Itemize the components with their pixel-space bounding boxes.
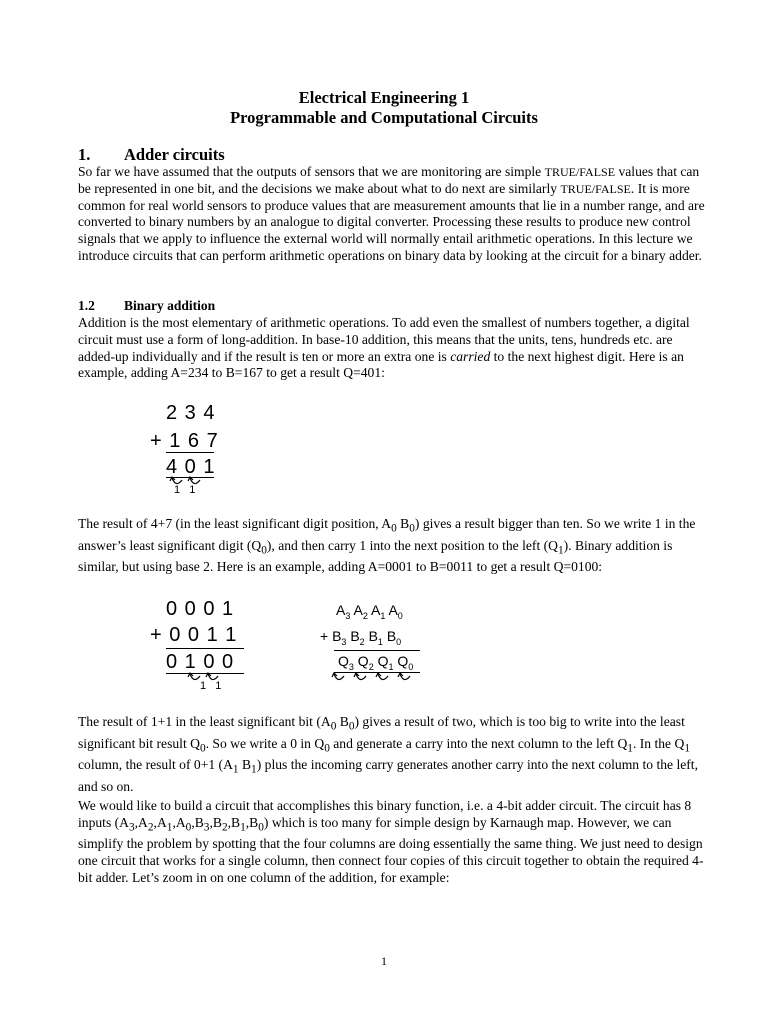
addend-b: + 1 6 7 xyxy=(150,430,219,452)
subscript: 0 xyxy=(199,742,206,755)
text-run: B xyxy=(238,757,252,773)
section-title: Binary addition xyxy=(124,298,216,313)
text-run: B xyxy=(396,516,410,531)
subscript: 1 xyxy=(232,763,239,776)
decimal-addition-example xyxy=(146,398,226,498)
text-run: So far we have assumed that the outputs of sensors that we are monitoring are simple xyxy=(78,164,545,179)
symbol-letter: Q xyxy=(338,653,349,669)
symbol-letter: A xyxy=(353,602,363,618)
symbol-row-a xyxy=(336,602,403,621)
symbol-letter: B xyxy=(350,628,360,644)
text-run: ,B xyxy=(227,814,241,830)
carry-digits: 1 1 xyxy=(200,680,222,692)
subscript: 0 xyxy=(330,720,337,733)
text-run: ,B xyxy=(209,814,222,830)
subscript: 2 xyxy=(221,821,228,834)
text-run: and generate a carry into the next column to the left Q xyxy=(329,735,628,751)
subscript: 0 xyxy=(261,544,267,557)
text-run: Addition is the most elementary of arithmetic operations. To add even the smallest of numbers together, a digital circuit must use a form of long-addition. In base-10 addition, this means that the units, tens, hundreds etc. are added-up individually and if the result is ten or more an extra one is xyxy=(78,315,690,364)
text-run: ) gives a result of two, which is too big to write into the least significant bit result Q xyxy=(78,714,685,751)
symbol-row-q xyxy=(338,653,413,672)
subscript: 1 xyxy=(251,763,257,776)
subscript: 2 xyxy=(147,821,154,834)
text-run: The result of 4+7 (in the least significant digit position, A xyxy=(78,516,392,531)
subscript: 1 xyxy=(557,544,564,557)
text-run: ,B xyxy=(245,814,259,830)
text-run: ) plus the incoming carry generates another carry into the next column to the left, and so on. xyxy=(78,757,698,794)
text-run: We would like to build a circuit that accomplishes this binary function, i.e. a 4-bit adder circuit. The circuit has 8 inputs (A xyxy=(78,798,692,830)
text-run: ,B xyxy=(191,814,204,830)
subscript: 0 xyxy=(258,821,264,834)
page-number: 1 xyxy=(381,954,387,968)
section-heading-1 xyxy=(78,145,225,165)
carry-arrows-icon xyxy=(330,672,422,686)
paragraph-intro xyxy=(78,164,712,265)
text-run: The result of 1+1 in the least significant bit (A xyxy=(78,714,331,729)
subscript: 0 xyxy=(324,742,330,755)
subscript: 1 xyxy=(166,821,173,834)
symbol-row-b xyxy=(320,628,401,647)
subscript: 0 xyxy=(348,720,355,733)
symbol-subscript: 0 xyxy=(396,636,402,647)
symbol-letter: B xyxy=(386,628,397,644)
carry-digits: 1 1 xyxy=(174,484,196,496)
paragraph-binary-explanation xyxy=(78,714,712,795)
symbol-letter: A xyxy=(388,602,398,618)
addend-a: 0 0 0 1 xyxy=(166,598,235,620)
symbol-letter: Q xyxy=(357,653,369,669)
sum-result: 4 0 1 xyxy=(166,456,216,478)
subscript: 0 xyxy=(391,522,397,535)
section-number: 1.2 xyxy=(78,298,95,313)
paragraph-decimal-explanation xyxy=(78,516,712,576)
subscript: 3 xyxy=(128,821,135,834)
subscript: 1 xyxy=(684,742,690,755)
text-run: . So we write a 0 in Q xyxy=(205,735,325,751)
symbol-subscript: 2 xyxy=(362,610,368,621)
sum-line xyxy=(166,452,214,453)
text-run-italic: carried xyxy=(450,348,491,364)
symbolic-addition-example xyxy=(316,598,426,690)
text-run: ,A xyxy=(172,814,186,830)
text-run: ) which is too many for simple design by Karnaugh map. However, we can simplify the problem by spotting that the four columns are doing essentially the same thing. We just need to design one circuit that works for a single column, then connect four copies of this circuit together to obtain the required 4-bit adder. Let’s zoom in on one column of the addition, for example: xyxy=(78,814,704,885)
section-number: 1. xyxy=(78,145,91,164)
symbol-letter: A xyxy=(370,602,381,618)
symbol-subscript: 3 xyxy=(341,636,347,647)
symbol-subscript: 3 xyxy=(345,610,351,621)
sum-result: 0 1 0 0 xyxy=(166,651,235,673)
document-title-line2: Programmable and Computational Circuits xyxy=(230,108,538,127)
symbol-subscript: 0 xyxy=(397,610,403,621)
paragraph-adder-circuit xyxy=(78,798,712,887)
symbol-subscript: 3 xyxy=(348,661,354,672)
addend-b: + 0 0 1 1 xyxy=(150,624,238,646)
symbol-subscript: 1 xyxy=(377,636,383,647)
addend-a: 2 3 4 xyxy=(166,402,216,424)
text-run: ,A xyxy=(153,814,167,830)
paragraph-binary-addition xyxy=(78,315,712,382)
text-run: to the next highest digit. Here is an example, adding A=234 to B=167 to get a result Q=401: xyxy=(78,348,684,381)
symbol-letter: B xyxy=(332,628,342,644)
text-run-smallcaps: TRUE/FALSE xyxy=(560,181,631,196)
symbol-letter: A xyxy=(336,602,346,618)
plus-sign: + xyxy=(320,628,329,644)
document-title-line1: Electrical Engineering 1 xyxy=(298,88,470,107)
symbol-subscript: 1 xyxy=(380,610,386,621)
text-run: ), and then carry 1 into the next position to the left (Q xyxy=(266,537,558,553)
sum-line xyxy=(334,650,420,651)
subscript: 3 xyxy=(203,821,210,834)
symbol-subscript: 0 xyxy=(408,661,414,672)
symbol-letter: B xyxy=(368,628,378,644)
text-run: ). Binary addition is similar, but using base 2. Here is an example, adding A=0001 to B=0011 to get a result Q=0100: xyxy=(78,537,673,575)
symbol-subscript: 2 xyxy=(359,636,365,647)
symbol-letter: Q xyxy=(377,653,389,669)
text-run: . It is more common for real world sensors to produce values that are measurement amounts that lie in a number range, and are converted to binary numbers by an analogue to digital converter. Processing these results to produce new control signals that we apply to influence the external world will normally entail arithmetic operations. In this lecture we introduce circuits that can perform arithmetic operations on binary data by looking at the circuit for a binary adder. xyxy=(78,180,705,263)
text-run: values that can be represented in one bit, and the decisions we make about what to do next are similarly xyxy=(78,164,700,196)
subscript: 0 xyxy=(185,821,192,834)
sum-line xyxy=(166,648,244,649)
binary-addition-example xyxy=(150,594,260,694)
text-run: B xyxy=(336,714,349,729)
text-run-smallcaps: TRUE/FALSE xyxy=(544,165,616,179)
symbol-subscript: 1 xyxy=(388,661,394,672)
text-run: ) gives a result bigger than ten. So we write 1 in the answer’s least significant digit (Q xyxy=(78,516,696,553)
subscript: 1 xyxy=(240,821,246,834)
text-run: . In the Q xyxy=(632,735,685,751)
section-heading-1-2 xyxy=(78,298,215,314)
section-title: Adder circuits xyxy=(124,145,225,164)
symbol-letter: Q xyxy=(397,653,409,669)
text-run: ,A xyxy=(134,814,148,830)
subscript: 0 xyxy=(409,522,415,535)
symbol-subscript: 2 xyxy=(368,661,374,672)
text-run: column, the result of 0+1 (A xyxy=(78,757,233,773)
subscript: 1 xyxy=(627,742,633,755)
